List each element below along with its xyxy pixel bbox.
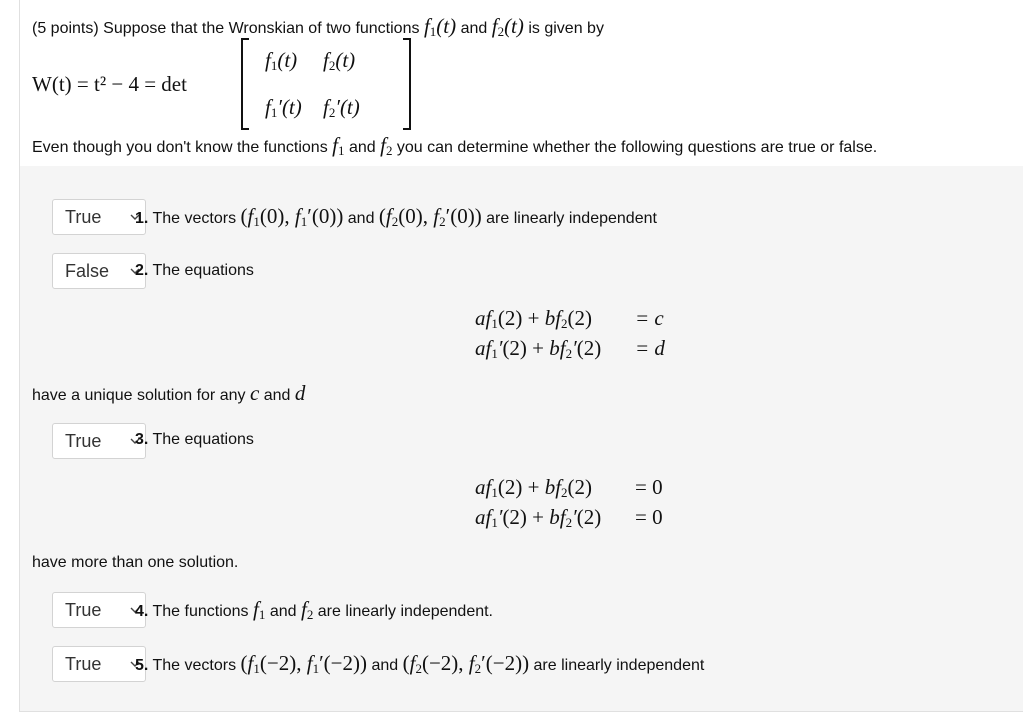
intro-text: is given by <box>528 20 604 37</box>
question-text: are linearly independent <box>533 657 705 674</box>
question-text: are linearly independent <box>486 210 657 227</box>
question-number: 1. <box>135 210 149 227</box>
select-value: False <box>65 261 110 281</box>
question-text: The equations <box>152 262 254 279</box>
question-text: and <box>263 387 291 404</box>
question-3-follow <box>32 553 238 573</box>
question-text: and <box>371 657 399 674</box>
matrix-cell: $f_1(t)$ <box>265 48 298 73</box>
answer-select-2[interactable] <box>52 253 149 289</box>
question-text: have more than one solution. <box>32 554 239 571</box>
question-3 <box>135 430 254 450</box>
matrix-cell: $f_2'(t)$ <box>323 95 360 120</box>
equation-row: $af_1(2) + bf_2(2)$ <box>475 475 593 500</box>
left-bracket <box>241 38 249 130</box>
question-text: and <box>269 603 297 620</box>
answer-select-1[interactable] <box>52 199 149 235</box>
select-value: True <box>65 207 102 227</box>
question-number: 2. <box>135 262 149 279</box>
question-text: have a unique solution for any <box>32 387 246 404</box>
question-text: and <box>347 210 375 227</box>
equation-row: $af_1(2) + bf_2(2)$ <box>475 306 593 331</box>
right-bracket <box>403 38 411 130</box>
wronskian-equation <box>32 72 187 96</box>
answer-select-4[interactable] <box>52 592 149 628</box>
select-value: True <box>65 600 102 620</box>
intro-line-2: Even though you don't know the functions $f_1$ and $f_2$ you can determine whether the following questions are true or false. <box>32 133 878 158</box>
question-2-follow: have a unique solution for any c and d <box>32 381 306 405</box>
equation-rhs: = 0 <box>635 475 663 499</box>
question-number: 3. <box>135 431 149 448</box>
question-text: The vectors <box>152 210 237 227</box>
question-panel <box>19 0 1023 712</box>
question-text: are linearly independent. <box>317 603 493 620</box>
question-1: 1. The vectors ($f_1(0)$, $f_1'(0)$) and ($f_2(0)$, $f_2'(0)$) are linearly independent <box>135 204 657 229</box>
equation-row: $af_1'(2) + bf_2'(2)$ <box>475 336 602 361</box>
select-value: True <box>65 431 102 451</box>
equation-rhs: = d <box>635 336 665 360</box>
answer-select-3[interactable] <box>52 423 149 459</box>
question-4: 4. The functions $f_1$ and $f_2$ are linearly independent. <box>135 597 493 622</box>
question-number: 5. <box>135 657 149 674</box>
answer-select-5[interactable] <box>52 646 149 682</box>
intro-line-1: (5 points) Suppose that the Wronskian of two functions $f_1(t)$ and $f_2(t)$ is given by <box>32 14 604 39</box>
equation-row: $af_1'(2) + bf_2'(2)$ <box>475 505 602 530</box>
question-number: 4. <box>135 603 149 620</box>
question-2 <box>135 261 254 281</box>
intro-text: you can determine whether the following questions are true or false. <box>396 139 878 156</box>
intro-text: (5 points) Suppose that the Wronskian of two functions <box>32 20 420 37</box>
select-value: True <box>65 654 102 674</box>
intro-text: and <box>348 139 376 156</box>
equation-rhs: = c <box>635 306 664 330</box>
question-text: The equations <box>152 431 254 448</box>
intro-text: and <box>460 20 488 37</box>
equation-rhs: = 0 <box>635 505 663 529</box>
matrix-cell: $f_1'(t)$ <box>265 95 302 120</box>
question-5: 5. The vectors ($f_1(-2)$, $f_1'(-2)$) and ($f_2(-2)$, $f_2'(-2)$) are linearly independent <box>135 651 705 676</box>
question-text: The functions <box>152 603 249 620</box>
matrix-cell: $f_2(t)$ <box>323 48 356 73</box>
wronskian-lhs: W(t) = t² − 4 = det <box>32 72 187 96</box>
wronskian-matrix <box>241 38 411 130</box>
question-text: The vectors <box>152 657 237 674</box>
intro-text: Even though you don't know the functions <box>32 139 328 156</box>
problem-statement <box>20 0 1024 166</box>
